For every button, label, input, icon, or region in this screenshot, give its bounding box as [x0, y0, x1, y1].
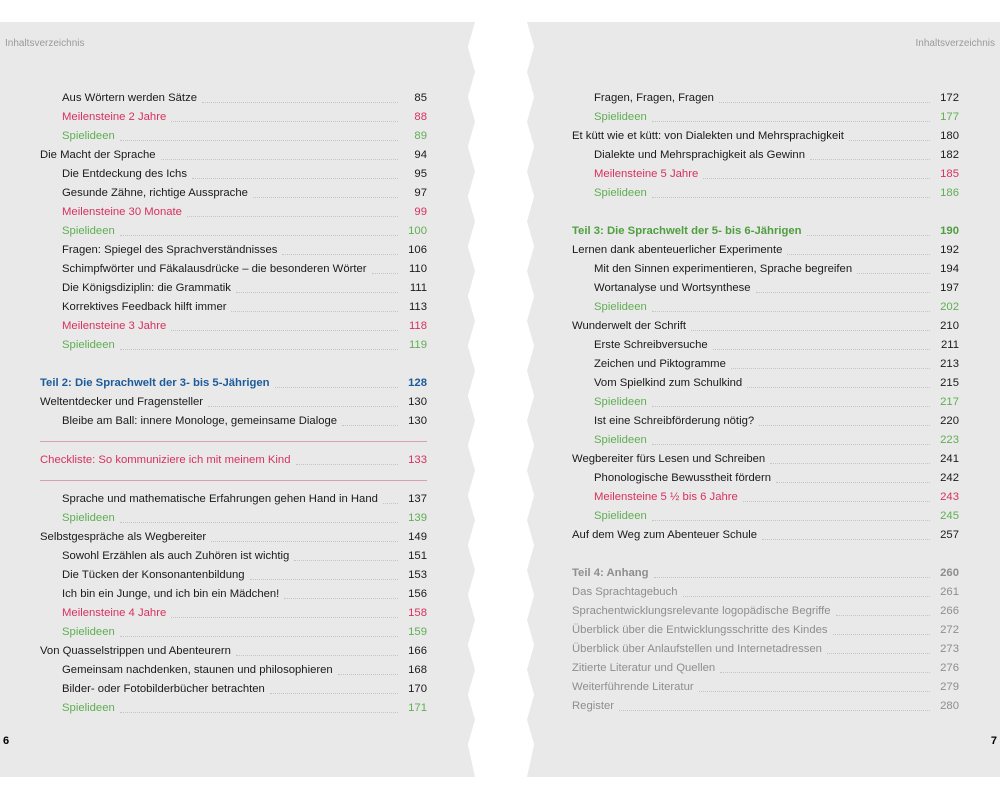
toc-entry-page-number: 113: [408, 301, 427, 313]
toc-entry[interactable]: [40, 146, 427, 165]
toc-leader-dots: [770, 462, 930, 464]
toc-entry[interactable]: [572, 583, 959, 602]
toc-entry-page-number: 273: [940, 643, 959, 655]
toc-entry-page-number: 245: [940, 510, 959, 522]
toc-entry[interactable]: [40, 222, 427, 241]
toc-leader-dots: [192, 177, 398, 179]
toc-entry-page-number: 149: [408, 531, 427, 543]
toc-leader-dots: [776, 481, 930, 483]
toc-entry-title: Meilensteine 4 Jahre: [62, 607, 167, 619]
toc-leader-dots: [187, 215, 398, 217]
toc-leader-dots: [208, 405, 398, 407]
toc-entry[interactable]: [572, 317, 959, 336]
toc-entry[interactable]: [572, 450, 959, 469]
toc-entry-page-number: 128: [408, 377, 427, 389]
toc-entry[interactable]: [40, 509, 427, 528]
toc-entry[interactable]: [572, 621, 959, 640]
toc-entry-title: Erste Schreibversuche: [594, 339, 708, 351]
toc-leader-dots: [284, 597, 398, 599]
toc-leader-dots: [282, 253, 398, 255]
toc-entry-page-number: 276: [940, 662, 959, 674]
toc-entry-title: Wortanalyse und Wortsynthese: [594, 282, 751, 294]
toc-entry-page-number: 186: [940, 187, 959, 199]
toc-entry-title: Teil 2: Die Sprachwelt der 3- bis 5-Jährigen: [40, 377, 270, 389]
toc-entry[interactable]: [40, 566, 427, 585]
toc-leader-dots: [171, 616, 398, 618]
toc-entry-title: Zitierte Literatur und Quellen: [572, 662, 716, 674]
toc-leader-dots: [762, 538, 930, 540]
toc-entry-title: Mit den Sinnen experimentieren, Sprache begreifen: [594, 263, 853, 275]
toc-entry[interactable]: [572, 469, 959, 488]
toc-spacer: [40, 355, 427, 374]
toc-entry-title: Et kütt wie et kütt: von Dialekten und Mehrsprachigkeit: [572, 130, 844, 142]
toc-entry-title: Fragen, Fragen, Fragen: [594, 92, 714, 104]
toc-leader-dots: [807, 234, 930, 236]
toc-entry-page-number: 85: [414, 92, 427, 104]
toc-entry-page-number: 99: [414, 206, 427, 218]
toc-leader-dots: [171, 329, 398, 331]
toc-entry[interactable]: [572, 279, 959, 298]
toc-entry-title: Von Quasselstrippen und Abenteurern: [40, 645, 231, 657]
toc-leader-dots: [691, 329, 930, 331]
toc-entry-title: Meilensteine 3 Jahre: [62, 320, 167, 332]
toc-entry-title: Bilder- oder Fotobilderbücher betrachten: [62, 683, 265, 695]
toc-leader-dots: [236, 654, 398, 656]
toc-entry-page-number: 241: [940, 453, 959, 465]
toc-entry-title: Meilensteine 5 ½ bis 6 Jahre: [594, 491, 738, 503]
toc-entry-page-number: 106: [408, 244, 427, 256]
toc-entry-page-number: 111: [409, 282, 427, 294]
toc-entry[interactable]: [40, 108, 427, 127]
toc-entry-page-number: 170: [408, 683, 427, 695]
toc-entry-title: Gemeinsam nachdenken, staunen und philosophieren: [62, 664, 333, 676]
toc-entry[interactable]: [572, 393, 959, 412]
toc-entry[interactable]: [572, 165, 959, 184]
toc-entry-page-number: 118: [408, 320, 427, 332]
toc-entry-page-number: 279: [940, 681, 959, 693]
toc-entry-title: Spielideen: [594, 510, 647, 522]
toc-entry-title: Spielideen: [594, 434, 647, 446]
toc-entry-title: Wunderwelt der Schrift: [572, 320, 687, 332]
toc-leader-dots: [827, 652, 930, 654]
toc-entry[interactable]: [572, 355, 959, 374]
toc-entry-title: Sowohl Erzählen als auch Zuhören ist wichtig: [62, 550, 290, 562]
toc-entry-page-number: 272: [940, 624, 959, 636]
toc-leader-dots: [652, 196, 930, 198]
toc-spacer: [572, 545, 959, 564]
toc-leader-dots: [652, 405, 930, 407]
toc-leader-dots: [756, 291, 930, 293]
toc-entry-title: Teil 4: Anhang: [572, 567, 649, 579]
toc-leader-dots: [836, 614, 930, 616]
toc-leader-dots: [383, 502, 398, 504]
toc-entry[interactable]: [572, 374, 959, 393]
toc-leader-dots: [231, 310, 398, 312]
toc-entry-title: Auf dem Weg zum Abenteuer Schule: [572, 529, 758, 541]
toc-entry-title: Vom Spielkind zum Schulkind: [594, 377, 743, 389]
toc-entry-page-number: 257: [940, 529, 959, 541]
toc-leader-dots: [719, 101, 930, 103]
toc-entry[interactable]: [572, 108, 959, 127]
toc-leader-dots: [713, 348, 930, 350]
toc-entry[interactable]: [572, 260, 959, 279]
toc-left-column: [40, 89, 427, 718]
toc-entry-page-number: 137: [408, 493, 427, 505]
toc-leader-dots: [294, 559, 398, 561]
toc-entry[interactable]: [40, 604, 427, 623]
toc-entry-page-number: 110: [408, 263, 427, 275]
toc-leader-dots: [296, 463, 398, 465]
toc-entry[interactable]: [572, 184, 959, 203]
toc-entry-title: Spielideen: [62, 339, 115, 351]
toc-leader-dots: [120, 139, 398, 141]
toc-entry-title: Überblick über Anlaufstellen und Internetadressen: [572, 643, 822, 655]
toc-entry[interactable]: [572, 678, 959, 697]
toc-entry-title: Aus Wörtern werden Sätze: [62, 92, 197, 104]
toc-entry-page-number: 202: [940, 301, 959, 313]
toc-entry-page-number: 266: [940, 605, 959, 617]
toc-entry[interactable]: [572, 146, 959, 165]
toc-entry-title: Die Macht der Sprache: [40, 149, 156, 161]
toc-entry-title: Bleibe am Ball: innere Monologe, gemeinsame Dialoge: [62, 415, 338, 427]
toc-entry-title: Lernen dank abenteuerlicher Experimente: [572, 244, 783, 256]
toc-leader-dots: [699, 690, 930, 692]
toc-leader-dots: [236, 291, 398, 293]
toc-entry-title: Teil 3: Die Sprachwelt der 5- bis 6-Jährigen: [572, 225, 802, 237]
toc-entry[interactable]: [40, 528, 427, 547]
toc-entry-page-number: 194: [940, 263, 959, 275]
toc-entry[interactable]: [572, 697, 959, 716]
toc-divider: [40, 431, 427, 442]
toc-entry-page-number: 182: [940, 149, 959, 161]
toc-entry-title: Das Sprachtagebuch: [572, 586, 678, 598]
toc-entry-title: Die Königsdiziplin: die Grammatik: [62, 282, 231, 294]
toc-entry-title: Fragen: Spiegel des Sprachverständnisses: [62, 244, 278, 256]
toc-entry[interactable]: [572, 298, 959, 317]
toc-leader-dots: [211, 540, 398, 542]
toc-leader-dots: [703, 177, 930, 179]
toc-entry-title: Die Tücken der Konsonantenbildung: [62, 569, 245, 581]
toc-entry-title: Wegbereiter fürs Lesen und Schreiben: [572, 453, 766, 465]
toc-entry[interactable]: [40, 127, 427, 146]
toc-entry-title: Weiterführende Literatur: [572, 681, 694, 693]
toc-entry-page-number: 210: [940, 320, 959, 332]
toc-right-column: [572, 89, 959, 716]
toc-entry[interactable]: [40, 336, 427, 355]
toc-entry-title: Spielideen: [594, 396, 647, 408]
toc-entry[interactable]: [572, 507, 959, 526]
toc-leader-dots: [250, 578, 398, 580]
toc-entry-page-number: 151: [408, 550, 427, 562]
toc-entry-page-number: 260: [940, 567, 959, 579]
toc-divider: [40, 470, 427, 481]
toc-entry[interactable]: [572, 412, 959, 431]
toc-entry[interactable]: [40, 374, 427, 393]
toc-entry-page-number: 153: [408, 569, 427, 581]
toc-entry-page-number: 88: [414, 111, 427, 123]
toc-entry-page-number: 180: [940, 130, 959, 142]
toc-entry-page-number: 220: [940, 415, 959, 427]
toc-leader-dots: [652, 120, 930, 122]
toc-entry[interactable]: [40, 393, 427, 412]
toc-entry-page-number: 171: [408, 702, 427, 714]
toc-entry-page-number: 156: [408, 588, 427, 600]
toc-leader-dots: [849, 139, 930, 141]
toc-leader-dots: [683, 595, 930, 597]
toc-leader-dots: [654, 576, 930, 578]
toc-entry-title: Spielideen: [62, 626, 115, 638]
toc-leader-dots: [857, 272, 930, 274]
toc-entry-title: Register: [572, 700, 615, 712]
toc-entry-page-number: 223: [940, 434, 959, 446]
toc-entry-title: Gesunde Zähne, richtige Aussprache: [62, 187, 248, 199]
toc-entry-page-number: 197: [940, 282, 959, 294]
toc-entry-page-number: 100: [408, 225, 427, 237]
toc-entry-title: Schimpfwörter und Fäkalausdrücke – die besonderen Wörter: [62, 263, 367, 275]
toc-leader-dots: [342, 424, 398, 426]
toc-leader-dots: [120, 521, 398, 523]
toc-entry-title: Dialekte und Mehrsprachigkeit als Gewinn: [594, 149, 805, 161]
toc-entry-page-number: 159: [408, 626, 427, 638]
toc-entry-title: Spielideen: [62, 702, 115, 714]
toc-entry[interactable]: [40, 642, 427, 661]
toc-leader-dots: [171, 120, 398, 122]
toc-entry-page-number: 130: [408, 415, 427, 427]
toc-entry-page-number: 242: [940, 472, 959, 484]
toc-entry-page-number: 190: [940, 225, 959, 237]
toc-entry[interactable]: [40, 680, 427, 699]
toc-entry[interactable]: [40, 279, 427, 298]
toc-entry-page-number: 177: [940, 111, 959, 123]
toc-entry-title: Selbstgespräche als Wegbereiter: [40, 531, 207, 543]
toc-entry-title: Zeichen und Piktogramme: [594, 358, 726, 370]
toc-entry[interactable]: [40, 451, 427, 470]
toc-entry-page-number: 213: [940, 358, 959, 370]
toc-leader-dots: [275, 386, 398, 388]
toc-entry[interactable]: [40, 241, 427, 260]
toc-entry-title: Phonologische Bewusstheit fördern: [594, 472, 772, 484]
toc-entry-page-number: 119: [408, 339, 427, 351]
page-number-right: 7: [990, 735, 997, 747]
toc-entry[interactable]: [40, 661, 427, 680]
toc-entry[interactable]: [572, 89, 959, 108]
toc-leader-dots: [652, 519, 930, 521]
toc-entry-title: Korrektives Feedback hilft immer: [62, 301, 227, 313]
toc-entry-page-number: 185: [940, 168, 959, 180]
toc-spacer: [572, 203, 959, 222]
toc-entry[interactable]: [40, 490, 427, 509]
toc-entry-page-number: 211: [940, 339, 959, 351]
page-number-left: 6: [3, 735, 10, 747]
toc-entry-page-number: 130: [408, 396, 427, 408]
toc-entry[interactable]: [572, 488, 959, 507]
toc-entry-page-number: 95: [414, 168, 427, 180]
toc-entry-page-number: 139: [408, 512, 427, 524]
toc-leader-dots: [731, 367, 930, 369]
toc-leader-dots: [759, 424, 930, 426]
toc-leader-dots: [120, 234, 398, 236]
toc-entry-page-number: 243: [940, 491, 959, 503]
toc-leader-dots: [787, 253, 930, 255]
toc-entry[interactable]: [40, 412, 427, 431]
toc-entry-page-number: 217: [940, 396, 959, 408]
toc-entry[interactable]: [572, 659, 959, 678]
toc-entry-title: Meilensteine 30 Monate: [62, 206, 182, 218]
toc-entry[interactable]: [40, 623, 427, 642]
toc-leader-dots: [810, 158, 930, 160]
toc-entry-title: Spielideen: [62, 130, 115, 142]
toc-leader-dots: [253, 196, 398, 198]
toc-leader-dots: [619, 709, 930, 711]
toc-entry-title: Spielideen: [62, 512, 115, 524]
toc-entry-title: Die Entdeckung des Ichs: [62, 168, 187, 180]
toc-entry-title: Überblick über die Entwicklungsschritte des Kindes: [572, 624, 828, 636]
toc-entry-page-number: 192: [940, 244, 959, 256]
toc-entry[interactable]: [40, 298, 427, 317]
toc-entry-title: Weltentdecker und Fragensteller: [40, 396, 204, 408]
toc-entry[interactable]: [572, 336, 959, 355]
toc-entry-page-number: 168: [408, 664, 427, 676]
toc-entry-title: Sprachentwicklungsrelevante logopädische Begriffe: [572, 605, 831, 617]
toc-leader-dots: [747, 386, 930, 388]
toc-entry[interactable]: [40, 203, 427, 222]
toc-entry[interactable]: [40, 89, 427, 108]
toc-entry-title: Meilensteine 5 Jahre: [594, 168, 699, 180]
toc-entry[interactable]: [40, 317, 427, 336]
toc-entry-title: Sprache und mathematische Erfahrungen gehen Hand in Hand: [62, 493, 378, 505]
toc-leader-dots: [120, 711, 398, 713]
toc-entry-title: Spielideen: [594, 111, 647, 123]
toc-leader-dots: [833, 633, 930, 635]
toc-leader-dots: [652, 443, 930, 445]
toc-leader-dots: [161, 158, 398, 160]
toc-entry-page-number: 280: [940, 700, 959, 712]
toc-entry-page-number: 158: [408, 607, 427, 619]
toc-leader-dots: [120, 348, 398, 350]
running-head-right: Inhaltsverzeichnis: [915, 38, 995, 49]
toc-entry[interactable]: [572, 564, 959, 583]
toc-entry-title: Checkliste: So kommuniziere ich mit meinem Kind: [40, 454, 291, 466]
toc-entry-page-number: 89: [414, 130, 427, 142]
toc-entry[interactable]: [572, 431, 959, 450]
toc-entry-page-number: 97: [414, 187, 427, 199]
toc-entry-page-number: 215: [940, 377, 959, 389]
toc-leader-dots: [270, 692, 398, 694]
toc-entry[interactable]: [572, 127, 959, 146]
toc-leader-dots: [652, 310, 930, 312]
toc-entry-page-number: 261: [940, 586, 959, 598]
toc-leader-dots: [338, 673, 398, 675]
toc-leader-dots: [120, 635, 398, 637]
toc-entry[interactable]: [572, 526, 959, 545]
toc-entry-page-number: 133: [408, 454, 427, 466]
toc-entry[interactable]: [40, 184, 427, 203]
toc-entry-page-number: 166: [408, 645, 427, 657]
toc-entry-title: Spielideen: [594, 301, 647, 313]
toc-entry-page-number: 172: [940, 92, 959, 104]
toc-leader-dots: [202, 101, 398, 103]
toc-entry-page-number: 94: [414, 149, 427, 161]
toc-entry[interactable]: [572, 241, 959, 260]
toc-entry-title: Ich bin ein Junge, und ich bin ein Mädchen!: [62, 588, 280, 600]
toc-entry-title: Meilensteine 2 Jahre: [62, 111, 167, 123]
toc-entry[interactable]: [572, 602, 959, 621]
toc-leader-dots: [720, 671, 930, 673]
running-head-left: Inhaltsverzeichnis: [5, 38, 85, 49]
toc-leader-dots: [372, 272, 398, 274]
toc-entry[interactable]: [40, 585, 427, 604]
toc-entry[interactable]: [40, 165, 427, 184]
toc-entry-title: Ist eine Schreibförderung nötig?: [594, 415, 755, 427]
toc-entry[interactable]: [40, 260, 427, 279]
toc-entry-title: Spielideen: [594, 187, 647, 199]
toc-entry-title: Spielideen: [62, 225, 115, 237]
toc-entry[interactable]: [572, 222, 959, 241]
toc-entry[interactable]: [572, 640, 959, 659]
toc-leader-dots: [743, 500, 930, 502]
toc-entry[interactable]: [40, 699, 427, 718]
toc-entry[interactable]: [40, 547, 427, 566]
